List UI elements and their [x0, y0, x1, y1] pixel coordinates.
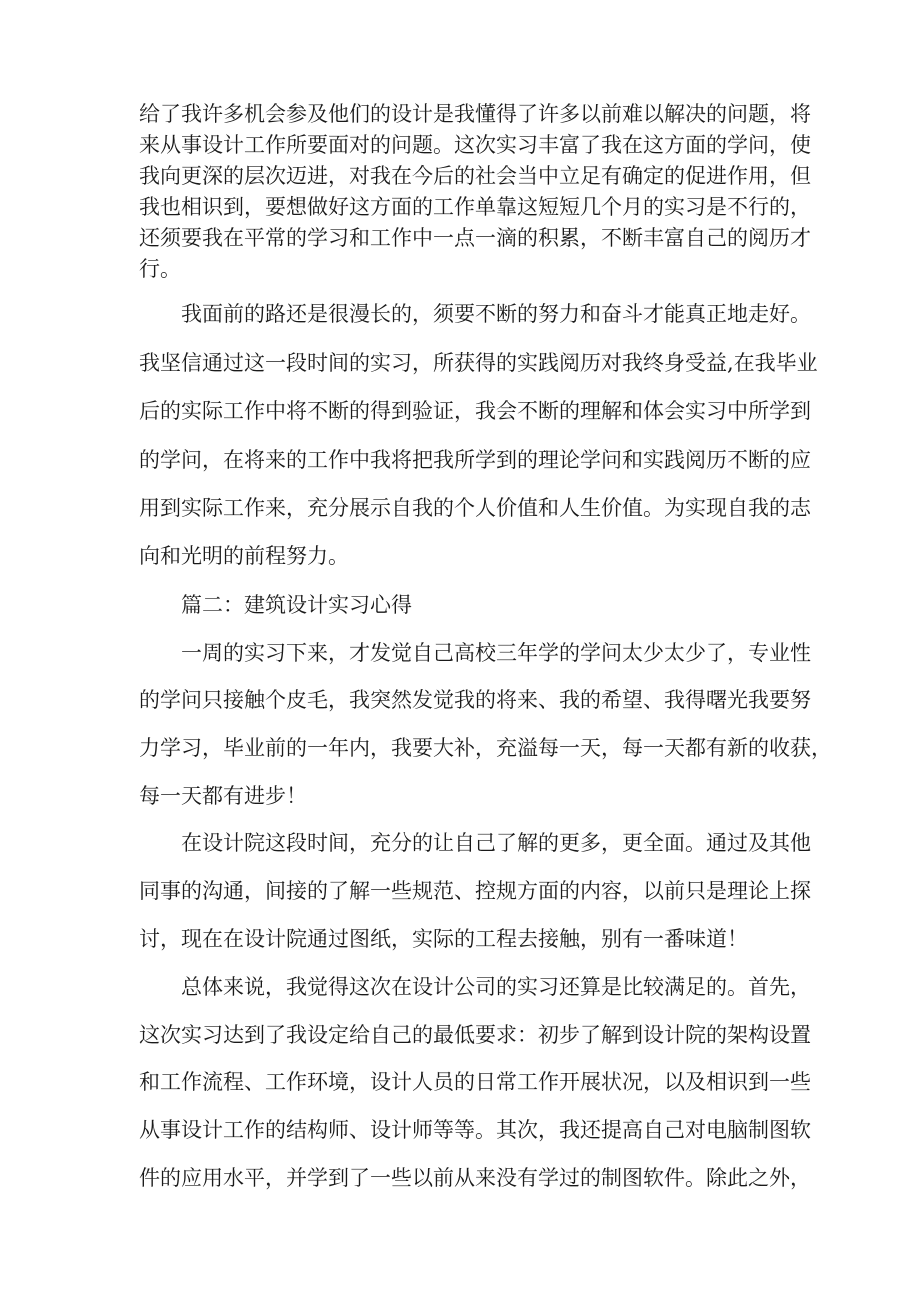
text-line: 用到实际工作来，充分展示自我的个人价值和人生价值。为实现自我的志 — [139, 496, 811, 520]
text-line: 给了我许多机会参及他们的设计是我懂得了许多以前难以解决的问题，将 — [139, 102, 811, 126]
text-line: 这次实习达到了我设定给自己的最低要求：初步了解到设计院的架构设置 — [139, 1023, 811, 1047]
text-line: 每一天都有进步！ — [139, 784, 307, 808]
text-line: 我坚信通过这一段时间的实习，所获得的实践阅历对我终身受益,在我毕业 — [139, 351, 818, 375]
text-line: 我也相识到，要想做好这方面的工作单靠这短短几个月的实习是不行的， — [139, 195, 811, 219]
paragraph-start: 一周的实习下来，才发觉自己高校三年学的学问太少太少了，专业性 — [181, 641, 811, 665]
text-line: 向和光明的前程努力。 — [139, 544, 349, 568]
text-line: 件的应用水平，并学到了一些以前从来没有学过的制图软件。除此之外， — [139, 1166, 811, 1190]
text-line: 力学习，毕业前的一年内，我要大补，充溢每一天，每一天都有新的收获， — [139, 736, 832, 760]
paragraph-start: 在设计院这段时间，充分的让自己了解的更多，更全面。通过及其他 — [181, 831, 811, 855]
text-line: 还须要我在平常的学习和工作中一点一滴的积累，不断丰富自己的阅历才 — [139, 226, 811, 250]
text-line: 同事的沟通，间接的了解一些规范、控规方面的内容，以前只是理论上探 — [139, 879, 811, 903]
text-line: 我向更深的层次迈进，对我在今后的社会当中立足有确定的促进作用，但 — [139, 164, 811, 188]
text-line: 来从事设计工作所要面对的问题。这次实习丰富了我在这方面的学问，使 — [139, 133, 811, 157]
text-line: 和工作流程、工作环境，设计人员的日常工作开展状况，以及相识到一些 — [139, 1070, 811, 1094]
text-line: 的学问只接触个皮毛，我突然发觉我的将来、我的希望、我得曙光我要努 — [139, 688, 811, 712]
text-line: 后的实际工作中将不断的得到验证，我会不断的理解和体会实习中所学到 — [139, 399, 811, 423]
text-line: 的学问，在将来的工作中我将把我所学到的理论学问和实践阅历不断的应 — [139, 448, 811, 472]
text-line: 行。 — [139, 257, 181, 281]
text-line: 讨，现在在设计院通过图纸，实际的工程去接触，别有一番味道！ — [139, 927, 748, 951]
paragraph-start: 我面前的路还是很漫长的，须要不断的努力和奋斗才能真正地走好。 — [181, 302, 811, 326]
section-heading: 篇二：建筑设计实习心得 — [181, 593, 412, 617]
paragraph-start: 总体来说，我觉得这次在设计公司的实习还算是比较满足的。首先， — [181, 975, 811, 999]
text-line: 从事设计工作的结构师、设计师等等。其次，我还提高自己对电脑制图软 — [139, 1118, 811, 1142]
